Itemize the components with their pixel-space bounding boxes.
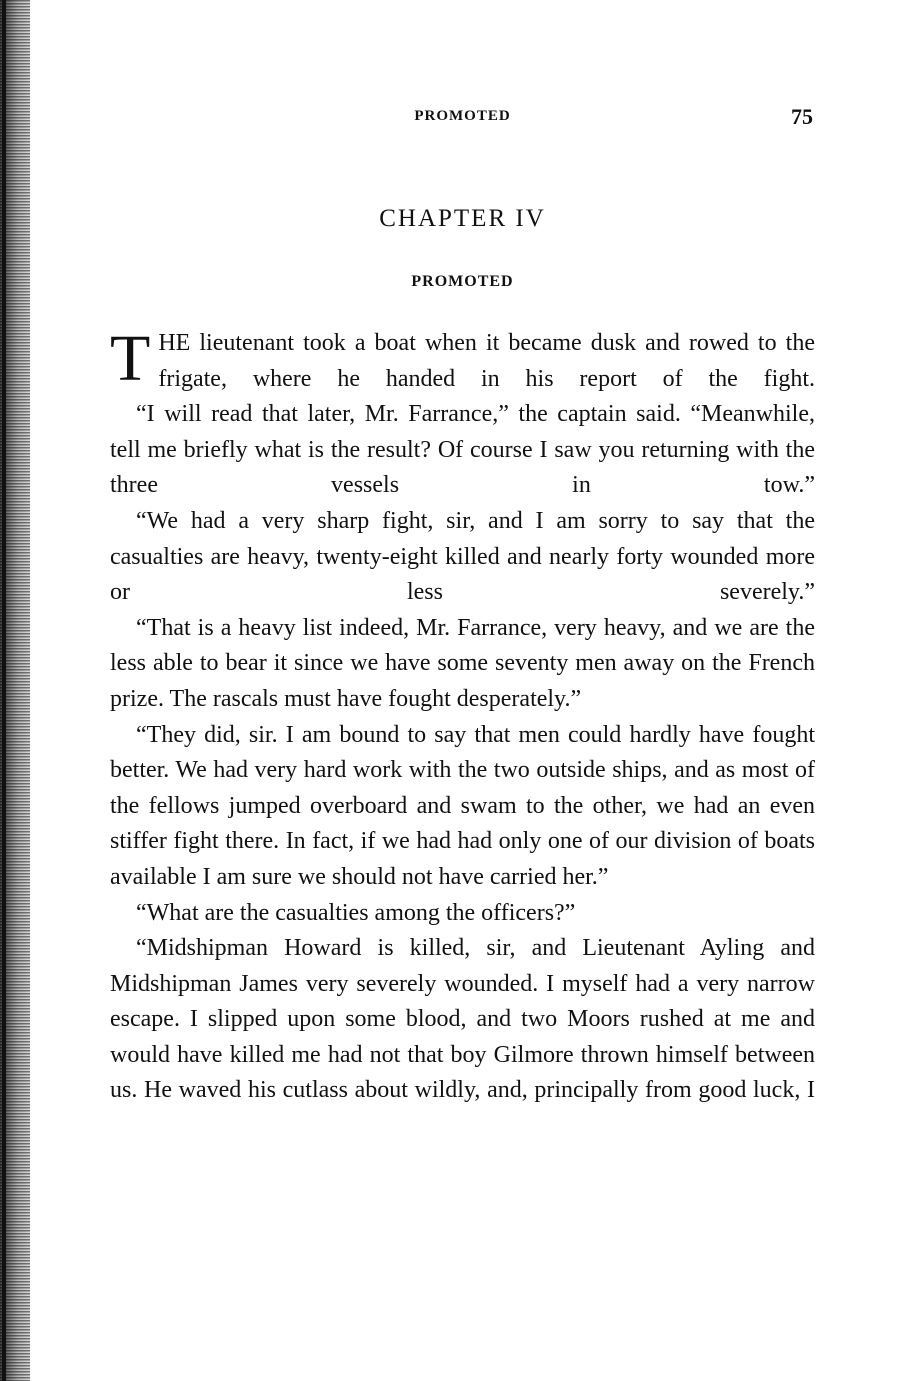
running-title: PROMOTED xyxy=(414,108,511,124)
gutter-binding-line xyxy=(2,0,6,1381)
chapter-subtitle: PROMOTED xyxy=(411,273,514,290)
drop-cap: T xyxy=(110,322,151,395)
chapter-title: CHAPTER IV xyxy=(379,205,546,232)
paragraph-6: “What are the casualties among the officers?” xyxy=(136,899,576,926)
paragraph-7: “Midshipman Howard is killed, sir, and Lieutenant Ayling and Midshipman James very severely wounded. I myself had a very narrow escape. I slipped upon some blood, and two Moors rushed at me and would have killed me had not that boy Gilmore thrown himself between us. He waved his cutlass about wildly, and, principally from good luck, I xyxy=(110,935,815,1104)
paragraph-4: “That is a heavy list indeed, Mr. Farrance, very heavy, and we are the less able to bear it since we have some seventy men away on the French prize. The rascals must have fought desperately.” xyxy=(110,614,815,712)
paragraph-3: “We had a very sharp fight, sir, and I am sorry to say that the casualties are heavy, twenty-eight killed and nearly forty wounded more or less severely.” xyxy=(110,507,815,606)
running-head xyxy=(110,104,815,130)
paragraph-5: “They did, sir. I am bound to say that men could hardly have fought better. We had very hard work with the two outside ships, and as most of the fellows jumped overboard and swam to the other, we had an even stiffer fight there. In fact, if we had had only one of our division of boats available I am sure we should not have carried her.” xyxy=(110,721,815,890)
paragraph-1 xyxy=(110,322,815,397)
body-text xyxy=(110,322,815,1109)
page-number: 75 xyxy=(791,104,813,129)
paragraph-2: “I will read that later, Mr. Farrance,” the captain said. “Meanwhile, tell me briefly what is the result? Of course I saw you returning with the three vessels in tow.” xyxy=(110,401,815,499)
paragraph-1-text: HE lieutenant took a boat when it became dusk and rowed to the frigate, where he handed in his report of the fight. xyxy=(158,330,815,392)
